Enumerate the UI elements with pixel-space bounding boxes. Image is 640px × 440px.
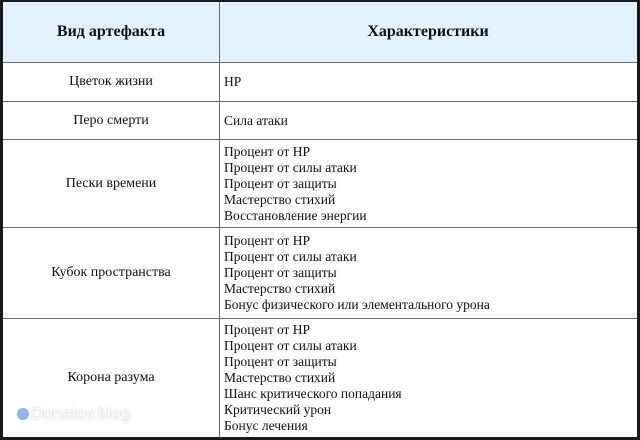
stat-item: Процент от силы атаки	[224, 159, 357, 175]
stat-item: Бонус лечения	[224, 418, 308, 434]
stat-item: Мастерство стихий	[224, 370, 336, 386]
stat-item: Процент от защиты	[224, 354, 337, 370]
table-row	[3, 63, 637, 102]
header-artifact-type: Вид артефакта	[3, 2, 220, 63]
stat-item: HP	[224, 74, 242, 89]
stat-item: Шанс критического попадания	[224, 386, 402, 402]
artifact-name: Перо смерти	[3, 102, 220, 140]
header-characteristics: Характеристики	[220, 2, 638, 63]
header-row	[3, 2, 637, 63]
artifact-stats	[220, 102, 638, 140]
stat-item: Процент от силы атаки	[224, 249, 357, 264]
stat-item: Мастерство стихий	[224, 191, 336, 207]
artifact-name: Кубок пространства	[3, 228, 220, 319]
watermark-logo-icon	[17, 408, 29, 420]
stat-item: Процент от защиты	[224, 175, 337, 191]
watermark-text: Donatov.blog	[31, 404, 130, 423]
stat-item: Сила атаки	[224, 112, 288, 128]
artifact-name: Корона разума	[3, 319, 220, 438]
artifact-name: Пески времени	[3, 140, 220, 228]
artifact-name: Цветок жизни	[3, 63, 220, 102]
stat-item: Процент от HP	[224, 143, 311, 159]
stat-item: Бонус физического или элементального урона	[224, 297, 490, 312]
artifact-stats	[220, 140, 638, 228]
artifact-stats	[220, 228, 638, 319]
table-row	[3, 140, 637, 228]
artifact-stats	[220, 63, 638, 102]
artifact-table	[3, 2, 637, 438]
stat-item: Процент от силы атаки	[224, 338, 357, 354]
table-row	[3, 228, 637, 319]
artifact-stats	[220, 319, 638, 438]
stat-item: Мастерство стихий	[224, 281, 336, 296]
stat-item: Процент от HP	[224, 233, 311, 248]
stat-item: Процент от HP	[224, 322, 311, 338]
stat-item: Процент от защиты	[224, 265, 337, 280]
watermark	[17, 404, 130, 424]
stat-item: Критический урон	[224, 402, 332, 418]
stat-item: Восстановление энергии	[224, 207, 367, 223]
table-row	[3, 102, 637, 140]
